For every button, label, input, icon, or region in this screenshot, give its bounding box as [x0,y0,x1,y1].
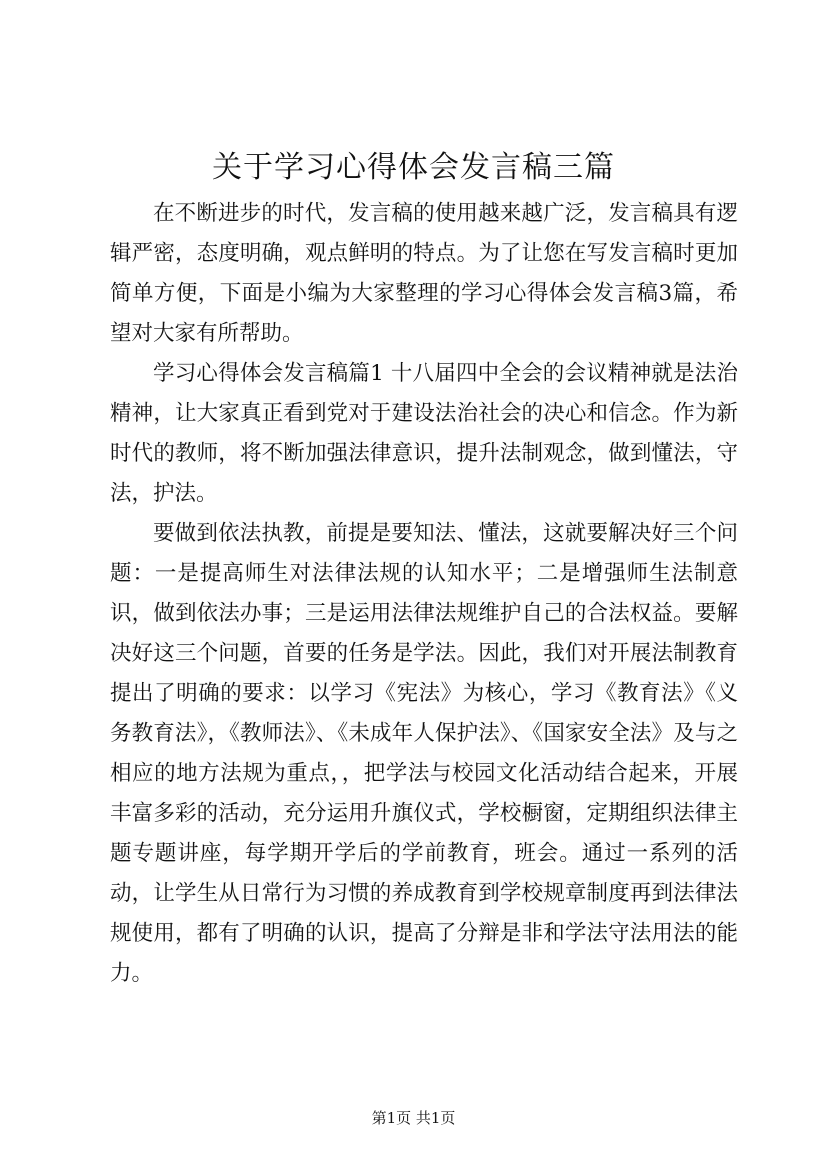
paragraph-law-education: 要做到依法执教，前提是要知法、懂法，这就要解决好三个问题：一是提高师生对法律法规的认知水平；二是增强师生法制意识，做到依法办事；三是运用法律法规维护自己的合法权益。要解决好这三个问题，首要的任务是学法。因此，我们对开展法制教育提出了明确的要求：以学习《宪法》为核心，学习《教育法》《义务教育法》，《教师法》、《未成年人保护法》、《国家安全法》及与之相应的地方法规为重点，，把学法与校园文化活动结合起来，开展丰富多彩的活动，充分运用升旗仪式，学校橱窗，定期组织法律主题专题讲座，每学期开学后的学前教育，班会。通过一系列的活动，让学生从日常行为习惯的养成教育到学校规章制度再到法律法规使用，都有了明确的认识，提高了分辩是非和学法守法用法的能力。 [110,521,738,986]
document-body [110,194,738,994]
page-footer: 第1页 共1页 [371,1109,456,1127]
paragraph-article-1: 学习心得体会发言稿篇1 十八届四中全会的会议精神就是法治精神，让大家真正看到党对于建设法治社会的决心和信念。作为新时代的教师，将不断加强法律意识，提升法制观念，做到懂法，守法，护法。 [110,361,738,506]
document-title: 关于学习心得体会发言稿三篇 [212,150,615,185]
paragraph-intro: 在不断进步的时代，发言稿的使用越来越广泛，发言稿具有逻辑严密，态度明确，观点鲜明的特点。为了让您在写发言稿时更加简单方便，下面是小编为大家整理的学习心得体会发言稿3篇，希望对大家有所帮助。 [110,201,738,346]
